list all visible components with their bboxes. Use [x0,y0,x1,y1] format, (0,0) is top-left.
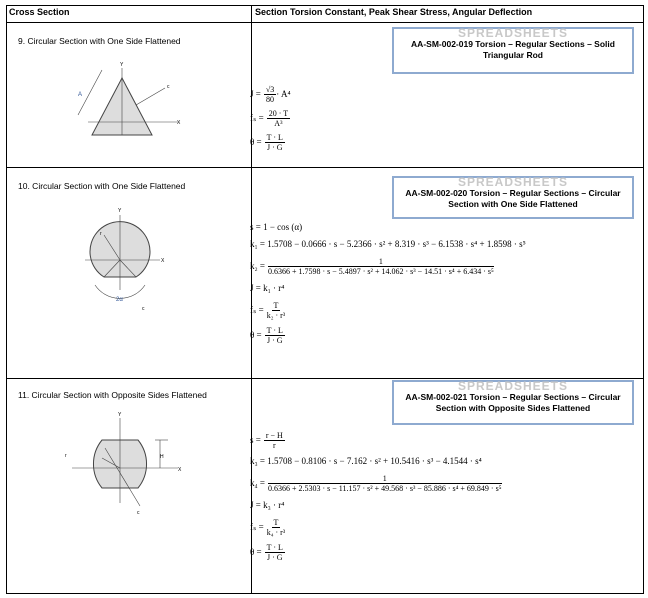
reference-link-box[interactable]: SPREADSHEETS AA-SM-002-020 Torsion – Regular Sections – Circular Section with One Side Flattened [392,176,634,219]
svg-text:c: c [167,84,170,90]
svg-text:Y: Y [118,412,122,418]
svg-text:X: X [178,467,182,473]
row-divider [7,22,643,23]
svg-text:A: A [78,92,83,98]
svg-text:Y: Y [120,62,124,68]
svg-text:Y: Y [118,208,122,214]
svg-text:r: r [65,453,67,459]
row-title: 10. Circular Section with One Side Flattened [18,181,186,191]
row-title: 11. Circular Section with Opposite Sides Flattened [18,390,207,400]
reference-link-box[interactable]: SPREADSHEETS AA-SM-002-019 Torsion – Regular Sections – Solid Triangular Rod [392,27,634,74]
circle-two-flat-diagram [60,408,190,518]
svg-text:c: c [142,306,145,312]
svg-text:2α: 2α [116,297,123,303]
header-cross-section: Cross Section [9,7,70,17]
row-divider [7,167,643,168]
formulas: s = $\frac{r - H}{r}$ k₃ = 1.5708 − 0.8106 · s − 7.162 · s² + 10.5416 · s³ − 4.1544 · s⁴ k₄ = 1 0.6366 + 2.5303 · s − 11.157 · s² + 49.568 · s³ − 85.886 · s⁴ + 69.849 · s⁵ J = k₃ · r⁴ fₛ = $\frac{T}{\text{k₄ · r³}}$ θ = $\frac{T \cdot L}{J \cdot G}$ [250,431,502,562]
reference-link-box[interactable]: SPREADSHEETS AA-SM-002-021 Torsion – Regular Sections – Circular Section with Opposite Sides Flattened [392,380,634,425]
circle-one-flat-diagram [80,205,180,315]
svg-text:H: H [160,454,164,460]
svg-text:r: r [100,231,102,237]
svg-text:c: c [137,510,140,516]
svg-text:X: X [161,258,165,264]
formulas: J = $\frac{√3}{80}$ · A⁴ fₛ = $\frac{20 \cdot T}{\text{A³}}$ θ = $\frac{T \cdot L}{J \cdot G}$ [250,84,291,152]
triangle-section-diagram [70,60,200,140]
svg-text:X: X [177,120,181,126]
header-formulas: Section Torsion Constant, Peak Shear Stress, Angular Deflection [255,7,533,17]
row-title: 9. Circular Section with One Side Flattened [18,36,181,46]
formulas: s = 1 − cos (α) k₁ = 1.5708 − 0.0666 · s − 5.2366 · s² + 8.319 · s³ − 6.1538 · s⁴ + 1.8598 · s⁵ k₂ = 1 0.6366 + 1.7598 · s − 5.4897 · s² + 14.062 · s³ − 14.51 · s⁴ + 6.434 · s⁵ J = k₁ · r⁴ fₛ = $\frac{T}{\text{k₂ · r³}}$ θ = $\frac{T \cdot L}{J \cdot G}$ [250,222,526,345]
